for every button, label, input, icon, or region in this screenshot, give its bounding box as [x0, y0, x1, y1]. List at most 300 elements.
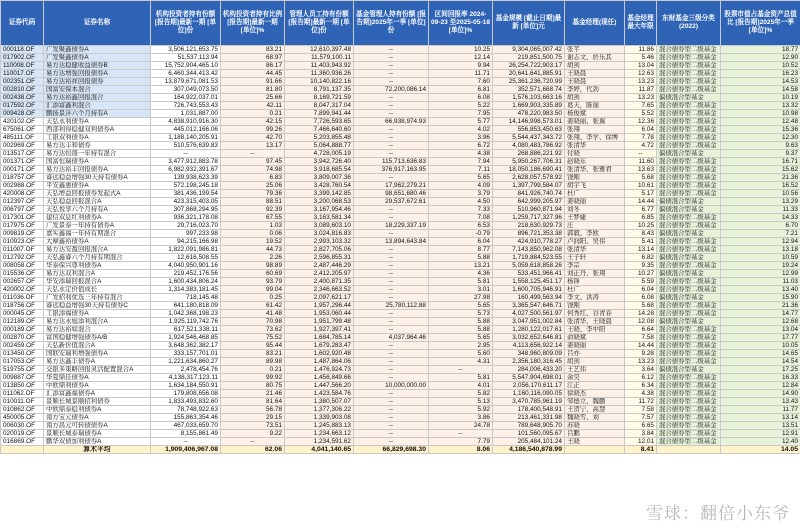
table-cell[interactable]: 42.70 — [221, 134, 285, 142]
table-cell[interactable]: 11.60 — [625, 158, 657, 166]
table-cell[interactable]: 2,478,454.76 — [151, 366, 221, 374]
table-cell[interactable]: 偏债混合型基金 — [657, 366, 721, 374]
table-row[interactable] — [1, 86, 800, 94]
table-cell[interactable]: 99.04 — [221, 286, 285, 294]
table-cell[interactable]: 83.21 — [221, 350, 285, 358]
table-cell[interactable]: 14,146,998,573.01 — [493, 118, 565, 126]
table-cell[interactable]: 5.52 — [625, 110, 657, 118]
table-cell[interactable]: 4,728,005.19 — [285, 150, 354, 158]
table-row[interactable] — [1, 318, 800, 326]
table-cell[interactable]: 混合债券型二级基金 — [657, 262, 721, 270]
table-cell[interactable]: 510,576,639.83 — [151, 142, 221, 150]
table-cell[interactable]: 20,641,641,885.91 — [493, 70, 565, 78]
table-cell[interactable]: 420002.OF — [1, 286, 44, 294]
table-cell[interactable]: 杨俊斌 — [565, 110, 625, 118]
table-cell[interactable]: 14.53 — [721, 78, 800, 86]
table-cell[interactable]: 420008.OF — [1, 190, 44, 198]
table-cell[interactable]: 572,198,245.18 — [151, 182, 221, 190]
table-cell[interactable]: 376,917,163.95 — [354, 166, 429, 174]
table-row[interactable] — [1, 398, 800, 406]
table-cell[interactable]: 268,886,221.92 — [493, 150, 565, 158]
table-cell[interactable]: 29,537,672.61 — [354, 198, 429, 206]
table-cell[interactable]: 641,180,818.09 — [151, 302, 221, 310]
table-cell[interactable]: 3,477,912,883.78 — [151, 158, 221, 166]
table-cell[interactable]: 006797.OF — [1, 206, 44, 214]
table-cell[interactable]: 混合债券型二级基金 — [657, 278, 721, 286]
table-cell[interactable]: 3,032,652,646.81 — [493, 334, 565, 342]
table-cell[interactable]: 101,560,095.67 — [493, 430, 565, 438]
table-cell[interactable]: 70.98 — [221, 318, 285, 326]
table-cell[interactable]: 56.78 — [221, 406, 285, 414]
summary-cell[interactable]: 66,829,698.30 — [354, 446, 429, 454]
table-cell[interactable]: 13.04 — [721, 326, 800, 334]
table-cell[interactable]: 7.33 — [429, 206, 493, 214]
table-cell[interactable]: 张清华 — [565, 246, 625, 254]
table-cell[interactable]: 鹏华双债加利债券A — [44, 438, 151, 446]
table-cell[interactable]: 6,982,932,391.67 — [151, 166, 221, 174]
table-cell[interactable]: 6.81 — [429, 86, 493, 94]
table-cell[interactable]: -- — [354, 398, 429, 406]
table-cell[interactable]: 1,833,493,832.60 — [151, 398, 221, 406]
table-cell[interactable]: -- — [429, 430, 493, 438]
table-cell[interactable]: 94,215,166.98 — [151, 238, 221, 246]
table-cell[interactable]: 广发聚鑫债券A — [44, 54, 151, 62]
table-cell[interactable]: 5,064,888.77 — [285, 142, 354, 150]
table-cell[interactable]: 混合债券型二级基金 — [657, 46, 721, 54]
table-cell[interactable]: 423,315,403.05 — [151, 198, 221, 206]
table-cell[interactable]: 205,484,101.24 — [493, 438, 565, 446]
table-cell[interactable]: 付晓 — [565, 150, 625, 158]
table-row[interactable] — [1, 358, 800, 366]
table-cell[interactable]: 混合债券型二级基金 — [657, 358, 721, 366]
table-cell[interactable]: 汇添富鑫利混合 — [44, 102, 151, 110]
table-cell[interactable]: 天弘永利债券A — [44, 118, 151, 126]
table-cell[interactable]: 饶刚 — [565, 174, 625, 182]
table-cell[interactable]: 1,924,546,468.85 — [151, 334, 221, 342]
table-cell[interactable]: 王晓 — [565, 438, 625, 446]
table-cell[interactable]: 12.36 — [625, 118, 657, 126]
table-cell[interactable]: 国联安瑞利增强债券A — [44, 350, 151, 358]
table-cell[interactable]: 胡宇飞 — [565, 182, 625, 190]
table-cell[interactable]: 5.82 — [429, 390, 493, 398]
table-cell[interactable]: 苏晓 — [565, 422, 625, 430]
table-cell[interactable]: 混合债券型二级基金 — [657, 438, 721, 446]
table-cell[interactable]: 1,925,119,742.76 — [151, 318, 221, 326]
table-cell[interactable]: 睿远稳益增强30天持有债券A — [44, 174, 151, 182]
table-cell[interactable]: 易方达裕鑫回报混合 — [44, 94, 151, 102]
table-cell[interactable]: 11.86 — [625, 46, 657, 54]
table-cell[interactable]: -- — [354, 54, 429, 62]
table-cell[interactable]: 大摩鑫裕债券A — [44, 238, 151, 246]
table-cell[interactable]: 642,999,205.97 — [493, 198, 565, 206]
table-cell[interactable]: 3,942,726.40 — [285, 158, 354, 166]
table-cell[interactable]: 3.01 — [429, 286, 493, 294]
table-cell[interactable]: 1,953,060.44 — [285, 310, 354, 318]
table-cell[interactable]: 1,234,663.12 — [285, 430, 354, 438]
table-cell[interactable]: 015536.OF — [1, 270, 44, 278]
table-cell[interactable]: 5.81 — [429, 374, 493, 382]
table-cell[interactable]: 000045.OF — [1, 310, 44, 318]
table-cell[interactable]: 14.65 — [721, 350, 800, 358]
table-cell[interactable]: 中欧鼎泰稳利债券A — [44, 406, 151, 414]
table-cell[interactable]: 混合债券型二级基金 — [657, 190, 721, 198]
table-cell[interactable]: 何秀红、谷青春 — [565, 310, 625, 318]
table-cell[interactable]: 44.73 — [221, 246, 285, 254]
table-cell[interactable]: 混合债券型二级基金 — [657, 182, 721, 190]
table-cell[interactable]: -- — [354, 78, 429, 86]
table-cell[interactable]: 混合债券型二级基金 — [657, 422, 721, 430]
table-row[interactable] — [1, 46, 800, 54]
table-cell[interactable]: 3.79 — [429, 190, 493, 198]
table-cell[interactable]: 1,487,864.06 — [285, 358, 354, 366]
table-cell[interactable]: 混合债券型二级基金 — [657, 238, 721, 246]
summary-cell[interactable]: 1,909,406,967.08 — [151, 446, 221, 454]
table-cell[interactable]: 14.44 — [625, 198, 657, 206]
table-cell[interactable]: 009428.OF — [1, 110, 44, 118]
table-cell[interactable]: 98,651,680.46 — [354, 190, 429, 198]
table-cell[interactable]: 3,047,951,002.84 — [493, 318, 565, 326]
table-cell[interactable]: 79.36 — [221, 190, 285, 198]
table-cell[interactable]: 天弘永定价值成长 — [44, 286, 151, 294]
table-cell[interactable]: 5.46 — [625, 54, 657, 62]
summary-cell[interactable] — [565, 446, 625, 454]
table-cell[interactable]: 6.72 — [429, 142, 493, 150]
table-cell[interactable]: 997,233.98 — [151, 230, 221, 238]
table-cell[interactable]: 88.51 — [221, 198, 285, 206]
table-cell[interactable]: 5.65 — [429, 334, 493, 342]
table-cell[interactable]: 1,314,383,181.45 — [151, 286, 221, 294]
table-cell[interactable]: 12.40 — [721, 438, 800, 446]
table-cell[interactable]: 混合债券型二级基金 — [657, 430, 721, 438]
table-cell[interactable]: 7.08 — [429, 214, 493, 222]
table-cell[interactable]: 1,634,184,550.91 — [151, 382, 221, 390]
table-cell[interactable]: 谢志文、於乐其 — [565, 54, 625, 62]
table-cell[interactable]: 混合债券型二级基金 — [657, 134, 721, 142]
table-cell[interactable]: 庄 — [565, 222, 625, 230]
table-cell[interactable]: 10.59 — [721, 254, 800, 262]
table-cell[interactable]: -- — [354, 294, 429, 302]
table-cell[interactable]: 13.43 — [721, 398, 800, 406]
table-cell[interactable]: 8,791,137.35 — [285, 86, 354, 94]
table-cell[interactable]: 5,544,437,343.72 — [493, 134, 565, 142]
table-cell[interactable]: 姜晓丽 — [565, 342, 625, 350]
table-cell[interactable]: 5.68 — [625, 174, 657, 182]
table-cell[interactable]: 2,400,871.35 — [285, 278, 354, 286]
table-cell[interactable]: 易方达永旭添利混合A — [44, 318, 151, 326]
table-cell[interactable]: 3,428,760.54 — [285, 182, 354, 190]
table-cell[interactable]: 西部利得稳健双利债券A — [44, 126, 151, 134]
table-cell[interactable]: 99.26 — [221, 126, 285, 134]
table-cell[interactable]: 012189.OF — [1, 318, 44, 326]
table-cell[interactable]: 896,721,353.38 — [493, 230, 565, 238]
table-cell[interactable]: 混合债券型二级基金 — [657, 334, 721, 342]
table-cell[interactable]: -- — [354, 390, 429, 398]
table-cell[interactable]: 2,056,170,611.17 — [493, 382, 565, 390]
table-cell[interactable]: 混合债券型二级基金 — [657, 302, 721, 310]
table-cell[interactable]: 21.46 — [221, 390, 285, 398]
table-cell[interactable]: 115,713,636.83 — [354, 158, 429, 166]
table-cell[interactable]: 6.04 — [429, 238, 493, 246]
table-cell[interactable]: 3,399,142.85 — [285, 190, 354, 198]
table-cell[interactable]: 19.24 — [721, 262, 800, 270]
table-cell[interactable]: 012792.OF — [1, 254, 44, 262]
table-cell[interactable]: 4,113,656,922.14 — [493, 342, 565, 350]
table-row[interactable] — [1, 294, 800, 302]
table-cell[interactable]: 213,461,331.98 — [493, 414, 565, 422]
table-cell[interactable]: 7.95 — [429, 110, 493, 118]
table-cell[interactable]: 王子轩 — [565, 254, 625, 262]
table-cell[interactable]: 1,558,125,451.17 — [493, 278, 565, 286]
table-cell[interactable]: 12.14 — [429, 54, 493, 62]
table-cell[interactable]: 73.51 — [221, 422, 285, 430]
summary-cell[interactable] — [657, 446, 721, 454]
table-cell[interactable]: 2,412,205.97 — [285, 270, 354, 278]
column-header[interactable]: 证券代码 — [1, 1, 44, 46]
table-cell[interactable]: 009887.OF — [1, 374, 44, 382]
table-cell[interactable]: 郭毅、李欧 — [565, 230, 625, 238]
table-cell[interactable]: 混合债券型二级基金 — [657, 166, 721, 174]
table-cell[interactable]: -- — [354, 150, 429, 158]
table-cell[interactable]: 17.77 — [721, 334, 800, 342]
table-cell[interactable]: 易方达双利混合A — [44, 270, 151, 278]
table-cell[interactable]: 80.75 — [221, 382, 285, 390]
table-cell[interactable]: 4,040,950,901.16 — [151, 262, 221, 270]
table-cell[interactable]: 14.28 — [625, 310, 657, 318]
table-cell[interactable]: 17.25 — [721, 366, 800, 374]
table-cell[interactable]: 92.39 — [221, 206, 285, 214]
table-cell[interactable]: 86.17 — [221, 62, 285, 70]
table-cell[interactable]: 6.34 — [625, 382, 657, 390]
table-cell[interactable]: 002969.OF — [1, 142, 44, 150]
table-cell[interactable]: -- — [354, 110, 429, 118]
table-cell[interactable]: 饶刚 — [565, 302, 625, 310]
table-cell[interactable]: 7.78 — [625, 134, 657, 142]
table-cell[interactable]: 284,006,433.20 — [493, 366, 565, 374]
table-cell[interactable]: 68.97 — [221, 54, 285, 62]
table-cell[interactable]: 13.23 — [625, 94, 657, 102]
table-cell[interactable]: 010923.OF — [1, 238, 44, 246]
table-cell[interactable]: 5.13 — [429, 398, 493, 406]
table-cell[interactable]: 24.78 — [429, 422, 493, 430]
table-cell[interactable]: 4.72 — [625, 142, 657, 150]
table-cell[interactable]: 华泰保兴尊利债券A — [44, 262, 151, 270]
table-cell[interactable]: 13.14 — [721, 414, 800, 422]
table-cell[interactable]: 12,610,397.48 — [285, 46, 354, 54]
table-row[interactable] — [1, 118, 800, 126]
table-cell[interactable]: 4.01 — [429, 382, 493, 390]
table-row[interactable] — [1, 430, 800, 438]
table-cell[interactable]: 93.79 — [221, 278, 285, 286]
table-cell[interactable]: 4,027,500,561.97 — [493, 310, 565, 318]
table-cell[interactable]: 3,809,007.36 — [285, 174, 354, 182]
table-cell[interactable]: 偏债混合型基金 — [657, 318, 721, 326]
table-cell[interactable]: -- — [354, 286, 429, 294]
table-cell[interactable]: 011062.OF — [1, 390, 44, 398]
table-cell[interactable]: 15.62 — [721, 166, 800, 174]
table-cell[interactable]: -- — [221, 438, 285, 446]
table-row[interactable] — [1, 126, 800, 134]
table-cell[interactable]: 国富安保本混合 — [44, 86, 151, 94]
table-cell[interactable]: 83.21 — [221, 46, 285, 54]
table-cell[interactable]: 9.94 — [429, 62, 493, 70]
table-cell[interactable]: 偏债混合型基金 — [657, 294, 721, 302]
table-row[interactable] — [1, 342, 800, 350]
table-cell[interactable]: 王晓、李中阳 — [565, 326, 625, 334]
table-row[interactable] — [1, 422, 800, 430]
table-cell[interactable]: 偏债混合型基金 — [657, 150, 721, 158]
table-cell[interactable]: 1,245,883.13 — [285, 422, 354, 430]
table-cell[interactable]: 017053.OF — [1, 358, 44, 366]
table-cell[interactable]: 010862.OF — [1, 406, 44, 414]
table-cell[interactable]: 8,155,861.49 — [151, 430, 221, 438]
table-cell[interactable]: 1,684,785.14 — [285, 334, 354, 342]
table-cell[interactable]: 偏债混合型基金 — [657, 198, 721, 206]
table-cell[interactable]: 混合债券型二级基金 — [657, 70, 721, 78]
table-cell[interactable]: 445,012,166.06 — [151, 126, 221, 134]
table-cell[interactable]: 混合债券型二级基金 — [657, 414, 721, 422]
table-cell[interactable]: 13,894,643.84 — [354, 238, 429, 246]
table-cell[interactable]: 7.60 — [429, 78, 493, 86]
table-cell[interactable]: 李文、洪涛 — [565, 294, 625, 302]
table-cell[interactable]: -- — [354, 366, 429, 374]
table-cell[interactable]: 1,188,140,205.91 — [151, 134, 221, 142]
table-cell[interactable]: 张芊 — [565, 46, 625, 54]
table-cell[interactable]: 2,993,103.32 — [285, 238, 354, 246]
table-cell[interactable]: 天弘鑫睿六个月持有期混合 — [44, 254, 151, 262]
table-cell[interactable]: 1,957,296.44 — [285, 302, 354, 310]
table-cell[interactable]: 018757.OF — [1, 174, 44, 182]
table-cell[interactable]: 5.81 — [429, 278, 493, 286]
table-cell[interactable]: 7.79 — [429, 438, 493, 446]
table-cell[interactable]: -- — [151, 150, 221, 158]
table-cell[interactable]: 易方达增强回报债券A — [44, 70, 151, 78]
table-cell[interactable]: 混合债券型二级基金 — [657, 350, 721, 358]
table-cell[interactable]: 南方昌元可转债债券A — [44, 422, 151, 430]
table-cell[interactable]: 胡剑 — [565, 62, 625, 70]
table-cell[interactable]: 002351.OF — [1, 78, 44, 86]
table-cell[interactable]: 9.22 — [221, 430, 285, 438]
table-cell[interactable]: 1,447,566.20 — [285, 382, 354, 390]
column-header[interactable]: 基金管理人持有份额 [报告期]2025年一季 [单位]份 — [354, 1, 429, 46]
summary-cell[interactable] — [1, 446, 44, 454]
table-cell[interactable]: 2.95 — [429, 342, 493, 350]
table-row[interactable] — [1, 198, 800, 206]
table-cell[interactable]: 3,163,581.34 — [285, 214, 354, 222]
table-cell[interactable]: 11.87 — [625, 86, 657, 94]
table-cell[interactable]: 013517.OF — [1, 150, 44, 158]
table-cell[interactable]: -- — [354, 326, 429, 334]
table-cell[interactable]: 12.30 — [721, 134, 800, 142]
table-row[interactable] — [1, 302, 800, 310]
table-cell[interactable]: 110008.OF — [1, 62, 44, 70]
table-cell[interactable]: 3,918,685.54 — [285, 166, 354, 174]
table-cell[interactable]: 13.04 — [625, 62, 657, 70]
table-cell[interactable]: 余昊 — [565, 374, 625, 382]
table-cell[interactable]: 81.80 — [221, 86, 285, 94]
table-cell[interactable]: 0.06 — [221, 230, 285, 238]
table-cell[interactable]: 富国稳健增强债券A/B — [44, 334, 151, 342]
table-cell[interactable]: 011036.OF — [1, 294, 44, 302]
table-cell[interactable]: 李宗 — [565, 262, 625, 270]
table-cell[interactable]: 混合债券型二级基金 — [657, 174, 721, 182]
table-row[interactable] — [1, 102, 800, 110]
table-cell[interactable]: 74.98 — [221, 166, 285, 174]
table-cell[interactable]: 姜晓丽 — [565, 198, 625, 206]
table-cell[interactable]: 7,726,593.65 — [285, 118, 354, 126]
table-cell[interactable]: 8.77 — [429, 246, 493, 254]
table-cell[interactable]: -- — [221, 150, 285, 158]
table-cell[interactable]: 42.15 — [221, 118, 285, 126]
table-cell[interactable]: 016869.OF — [1, 438, 44, 446]
table-cell[interactable]: 13.32 — [721, 102, 800, 110]
table-cell[interactable]: 2,097,621.17 — [285, 294, 354, 302]
table-cell[interactable]: 3,648,362,382.17 — [151, 342, 221, 350]
table-cell[interactable]: 14.77 — [721, 310, 800, 318]
table-cell[interactable]: 155,863,354.46 — [151, 414, 221, 422]
table-cell[interactable]: 7.21 — [721, 230, 800, 238]
column-header[interactable]: 机构投资者持有比例 [报告期]最新一期 [单位]% — [221, 1, 285, 46]
table-cell[interactable]: -- — [354, 214, 429, 222]
table-cell[interactable]: 13.63 — [625, 166, 657, 174]
summary-cell[interactable]: 4,186,540,878.99 — [493, 446, 565, 454]
table-cell[interactable]: 533,451,966.41 — [493, 270, 565, 278]
table-row[interactable] — [1, 174, 800, 182]
table-cell[interactable]: 12.91 — [721, 430, 800, 438]
table-cell[interactable]: 1.03 — [221, 222, 285, 230]
table-cell[interactable]: 002438.OF — [1, 94, 44, 102]
table-cell[interactable]: 2,356,180,316.45 — [493, 358, 565, 366]
table-cell[interactable]: 华安添瑞回报混合A — [44, 278, 151, 286]
table-cell[interactable]: 6.04 — [625, 126, 657, 134]
table-cell[interactable]: 14.44 — [625, 342, 657, 350]
table-cell[interactable]: 9.35 — [625, 262, 657, 270]
table-cell[interactable]: 5,950,267,706.31 — [493, 158, 565, 166]
table-row[interactable] — [1, 230, 800, 238]
table-row[interactable] — [1, 206, 800, 214]
table-cell[interactable]: 352,571,668.74 — [493, 86, 565, 94]
table-cell[interactable]: -- — [354, 46, 429, 54]
table-cell[interactable]: 1,669,903,335.89 — [493, 102, 565, 110]
table-cell[interactable]: 5,059,618,858.26 — [493, 262, 565, 270]
table-cell[interactable]: 10.52 — [721, 62, 800, 70]
table-cell[interactable]: 7,143,850,962.08 — [493, 246, 565, 254]
table-row[interactable] — [1, 286, 800, 294]
table-cell[interactable]: 19.52 — [221, 238, 285, 246]
table-cell[interactable]: 179,808,656.08 — [151, 390, 221, 398]
table-cell[interactable]: 混合债券型二级基金 — [657, 310, 721, 318]
table-cell[interactable]: -- — [151, 438, 221, 446]
table-cell[interactable]: 12.08 — [625, 318, 657, 326]
table-cell[interactable]: 6.85 — [625, 214, 657, 222]
table-cell[interactable]: 164,922,037.01 — [151, 94, 221, 102]
table-cell[interactable]: 29,716,023.70 — [151, 222, 221, 230]
table-cell[interactable]: 1,679,283.47 — [285, 342, 354, 350]
table-cell[interactable]: -- — [354, 430, 429, 438]
table-cell[interactable]: 4,080,483,786.92 — [493, 142, 565, 150]
table-cell[interactable]: 混合债券型二级基金 — [657, 142, 721, 150]
table-cell[interactable]: 3,506,121,653.75 — [151, 46, 221, 54]
table-cell[interactable]: 10.98 — [721, 110, 800, 118]
table-cell[interactable]: 89.98 — [221, 358, 285, 366]
table-cell[interactable]: 009819.OF — [1, 230, 44, 238]
table-row[interactable] — [1, 54, 800, 62]
table-cell[interactable]: 017902.OF — [1, 54, 44, 62]
table-cell[interactable]: 张翔、李学、徐博 — [565, 134, 625, 142]
table-cell[interactable]: 1,377,306.22 — [285, 406, 354, 414]
table-cell[interactable]: 6.53 — [429, 222, 493, 230]
table-cell[interactable]: 天弘新价值混合A — [44, 342, 151, 350]
table-cell[interactable]: -- — [354, 254, 429, 262]
